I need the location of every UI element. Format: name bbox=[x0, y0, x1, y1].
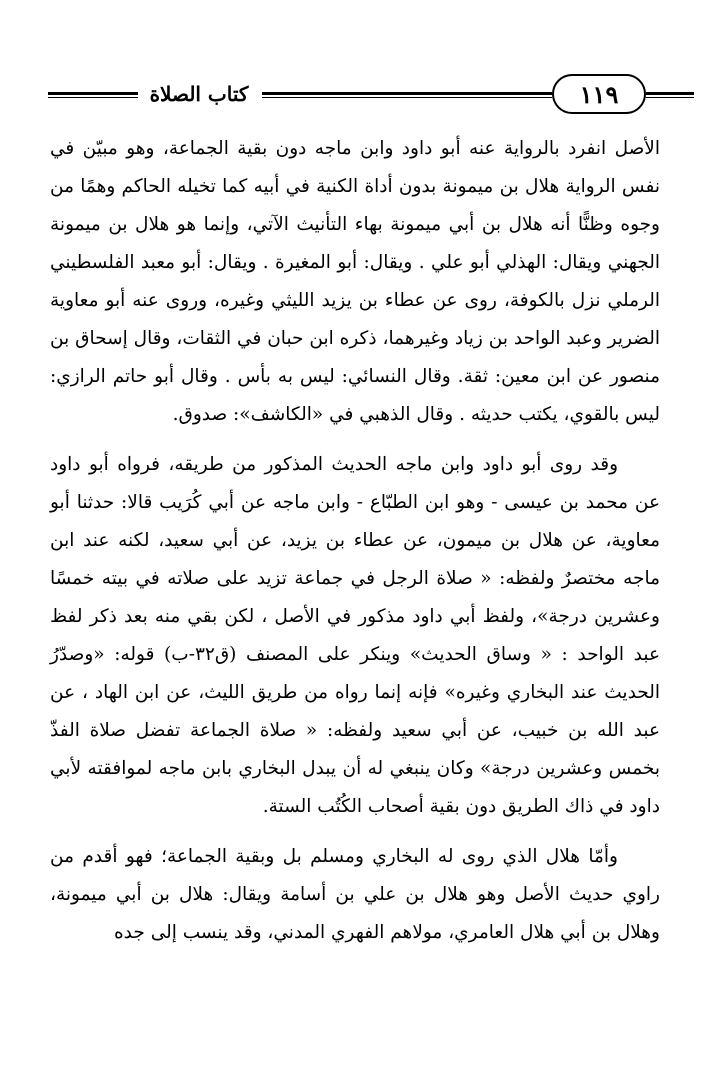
page-number: ١١٩ bbox=[552, 74, 646, 114]
body-text bbox=[50, 130, 660, 952]
header-rule-left bbox=[48, 92, 138, 101]
header-rule-right bbox=[646, 92, 694, 101]
header-rule-middle bbox=[262, 92, 552, 101]
paragraph: الأصل انفرد بالرواية عنه أبو داود وابن ماجه دون بقية الجماعة، وهو مبيّن في نفس الرواية هلال بن ميمونة بدون أداة الكنية في أبيه كما تخيله الحاكم وهمًا من وجوه وظنًّا أنه هلال بن أبي ميمونة بهاء التأنيث الآتي، وإنما هو هلال بن ميمونة الجهني ويقال: الهذلي أبو علي . ويقال: أبو المغيرة . ويقال: أبو معبد الفلسطيني الرملي نزل بالكوفة، روى عن عطاء بن يزيد الليثي وغيره، وروى عنه أبو معاوية الضرير وعبد الواحد بن زياد وغيرهما، ذكره ابن حبان في الثقات، وقال إسحاق بن منصور عن ابن معين: ثقة. وقال النسائي: ليس به بأس . وقال أبو حاتم الرازي: ليس بالقوي، يكتب حديثه . وقال الذهبي في «الكاشف»: صدوق. bbox=[50, 138, 660, 425]
paragraph: وأمّا هلال الذي روى له البخاري ومسلم بل وبقية الجماعة؛ فهو أقدم من راوي حديث الأصل وهو هلال بن علي بن أسامة ويقال: هلال بن أبي ميمونة، وهلال بن أبي هلال العامري، مولاهم الفهري المدني، وقد ينسب إلى جده bbox=[50, 846, 660, 943]
paragraph: وقد روى أبو داود وابن ماجه الحديث المذكور من طريقه، فرواه أبو داود عن محمد بن عيسى - وهو ابن الطبّاع - وابن ماجه عن أبي كُرَيب قالا: حدثنا أبو معاوية، عن هلال بن ميمون، عن عطاء بن يزيد، عن أبي سعيد، لكنه عند ابن ماجه مختصرٌ ولفظه: « صلاة الرجل في جماعة تزيد على صلاته في بيته خمسًا وعشرين درجة»، ولفظ أبي داود مذكور في الأصل ، لكن بقي منه بعد ذكر لفظ عبد الواحد : « وساق الحديث» وينكر على المصنف (ق٣٢-ب) قوله: «وصدّرُ الحديث عند البخاري وغيره» فإنه إنما رواه من طريق الليث، عن ابن الهاد ، عن عبد الله بن خبيب، عن أبي سعيد ولفظه: « صلاة الجماعة تفضل صلاة الفذّ بخمس وعشرين درجة» وكان ينبغي له أن يبدل البخاري بابن ماجه لموافقته لأبي داود في ذاك الطريق دون بقية أصحاب الكُتُب الستة. bbox=[50, 454, 660, 817]
page-header bbox=[40, 72, 680, 120]
book-title: كتاب الصلاة bbox=[149, 82, 249, 106]
